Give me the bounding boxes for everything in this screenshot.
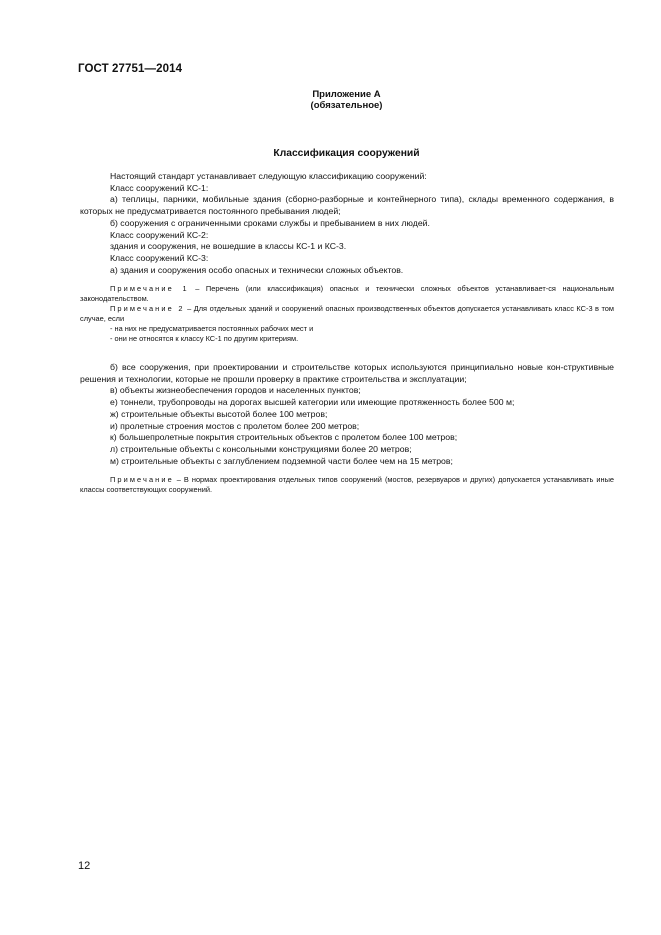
ks3-item-i: и) пролетные строения мостов с пролетом более 200 метров; bbox=[110, 420, 360, 431]
note-2-bullet-2: - они не относятся к классу КС-1 по другим критериям. bbox=[110, 334, 299, 343]
appendix-subtitle: (обязательное) bbox=[310, 100, 383, 111]
appendix-heading bbox=[0, 89, 661, 111]
paragraph-intro: Настоящий стандарт устанавливает следующую классификацию сооружений: bbox=[110, 171, 427, 181]
ks3-item-v: в) объекты жизнеобеспечения городов и населенных пунктов; bbox=[110, 385, 361, 396]
ks1-item-b: б) сооружения с ограниченными сроками службы и пребыванием в них людей. bbox=[110, 217, 430, 228]
note-final-text: – В нормах проектирования отдельных типов сооружений (мостов, резервуаров и других) допускается устанавливать иные классы соответствующих сооружений. bbox=[80, 475, 614, 494]
classification-text bbox=[80, 171, 614, 276]
note-2-label: Примечание 2 bbox=[110, 304, 185, 313]
note-1-label: Примечание 1 bbox=[110, 284, 189, 293]
note-final bbox=[80, 475, 614, 495]
ks3-list bbox=[80, 362, 614, 467]
class-ks2-heading: Класс сооружений КС-2: bbox=[110, 229, 209, 240]
ks3-item-zh: ж) строительные объекты высотой более 100 метров; bbox=[110, 408, 328, 419]
notes-block-1 bbox=[80, 284, 614, 344]
note-2-text: – Для отдельных зданий и сооружений опасных производственных объектов допускается устанавливать класс КС-3 в том случае, если bbox=[80, 304, 614, 323]
note-final-label: Примечание bbox=[110, 475, 174, 484]
ks3-item-b: б) все сооружения, при проектировании и строительстве которых используются принципиально новые кон-структивные решения и технологии, которые не прошли проверку в практике строительства и эксплуатации; bbox=[80, 362, 614, 384]
note-1 bbox=[80, 284, 614, 304]
ks1-item-a: а) теплицы, парники, мобильные здания (сборно-разборные и контейнерного типа), склады временного содержания, в которых не предусматривается постоянного пребывания людей; bbox=[80, 194, 614, 217]
note-2 bbox=[80, 304, 614, 324]
appendix-title: Приложение А bbox=[312, 89, 381, 100]
ks3-item-k: к) большепролетные покрытия строительных объектов с пролетом более 100 метров; bbox=[110, 432, 458, 443]
ks3-item-m: м) строительные объекты с заглублением подземной части более чем на 15 метров; bbox=[110, 455, 453, 466]
note-2-bullet-1: - на них не предусматривается постоянных рабочих мест и bbox=[110, 324, 314, 333]
standard-code: ГОСТ 27751—2014 bbox=[78, 63, 183, 75]
notes-block-2 bbox=[80, 475, 614, 495]
ks3-item-a: а) здания и сооружения особо опасных и технически сложных объектов. bbox=[110, 264, 404, 275]
class-ks3-heading: Класс сооружений КС-3: bbox=[110, 252, 209, 263]
note-1-text: – Перечень (или классификация) опасных и технически сложных объектов устанавливает-ся национальным законодательством. bbox=[80, 284, 614, 303]
page-number: 12 bbox=[78, 860, 91, 872]
ks3-item-e: е) тоннели, трубопроводы на дорогах высшей категории или имеющие протяженность более 500 м; bbox=[110, 397, 515, 408]
section-title: Классификация сооружений bbox=[273, 148, 420, 159]
class-ks1-heading: Класс сооружений КС-1: bbox=[110, 182, 209, 193]
ks3-item-l: л) строительные объекты с консольными конструкциями более 20 метров; bbox=[110, 443, 412, 454]
ks2-text: здания и сооружения, не вошедшие в классы КС-1 и КС-3. bbox=[110, 241, 347, 252]
